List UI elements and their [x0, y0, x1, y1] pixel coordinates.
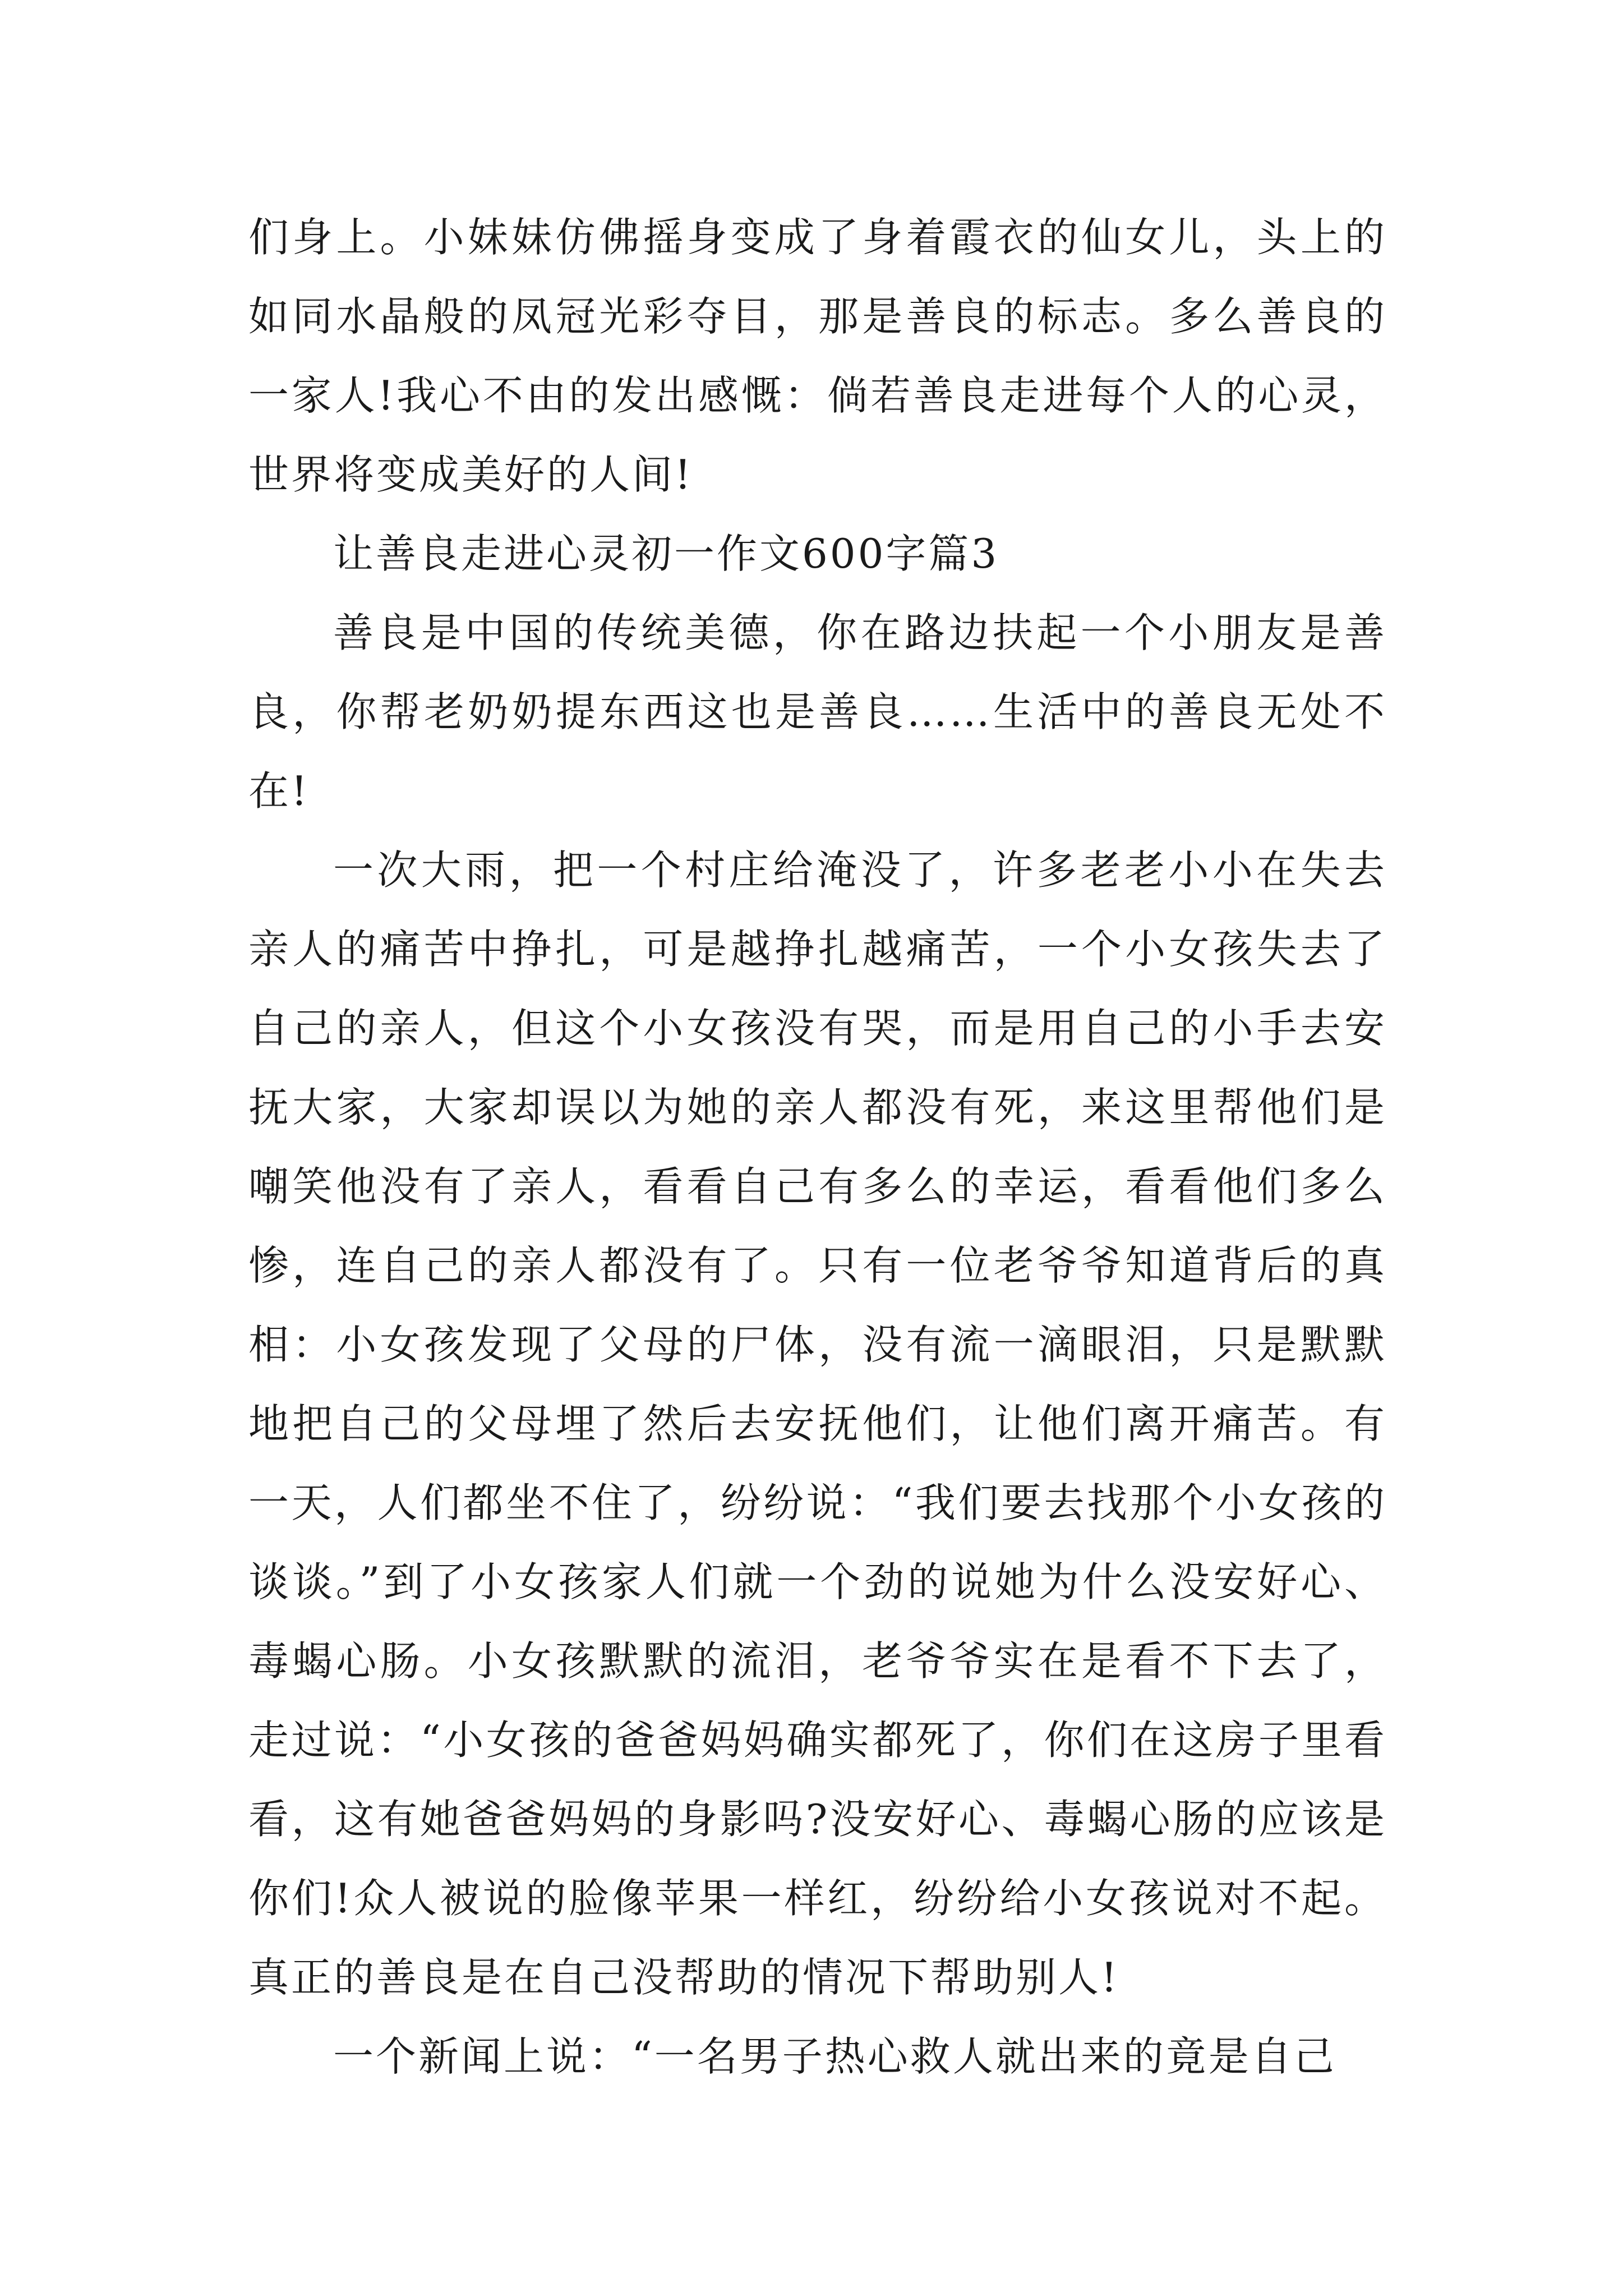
paragraph-continuation: 们身上。小妹妹仿佛摇身变成了身着霞衣的仙女儿，头上的如同水晶般的凤冠光彩夺目，那是善良的标志。多么善良的一家人!我心不由的发出感慨：倘若善良走进每个人的心灵，世界将变成美好的人间!: [248, 214, 1387, 498]
document-body: [248, 198, 1387, 2096]
paragraph: 一个新闻上说：“一名男子热心救人就出来的竟是自己: [333, 2033, 1336, 2080]
section-heading: 让善良走进心灵初一作文600字篇3: [333, 530, 999, 577]
paragraph: 善良是中国的传统美德，你在路边扶起一个小朋友是善良，你帮老奶奶提东西这也是善良……生活中的善良无处不在!: [248, 609, 1387, 815]
paragraph: 一次大雨，把一个村庄给淹没了，许多老老小小在失去亲人的痛苦中挣扎，可是越挣扎越痛苦，一个小女孩失去了自己的亲人，但这个小女孩没有哭，而是用自己的小手去安抚大家，大家却误以为她的亲人都没有死，来这里帮他们是嘲笑他没有了亲人，看看自己有多么的幸运，看看他们多么惨，连自己的亲人都没有了。只有一位老爷爷知道背后的真相：小女孩发现了父母的尸体，没有流一滴眼泪，只是默默地把自己的父母埋了然后去安抚他们，让他们离开痛苦。有一天，人们都坐不住了，纷纷说：“我们要去找那个小女孩的谈谈。”到了小女孩家人们就一个劲的说她为什么没安好心、毒蝎心肠。小女孩默默的流泪，老爷爷实在是看不下去了，走过说：“小女孩的爸爸妈妈确实都死了，你们在这房子里看看，这有她爸爸妈妈的身影吗?没安好心、毒蝎心肠的应该是你们!众人被说的脸像苹果一样红，纷纷给小女孩说对不起。真正的善良是在自己没帮助的情况下帮助别人!: [248, 846, 1387, 2001]
